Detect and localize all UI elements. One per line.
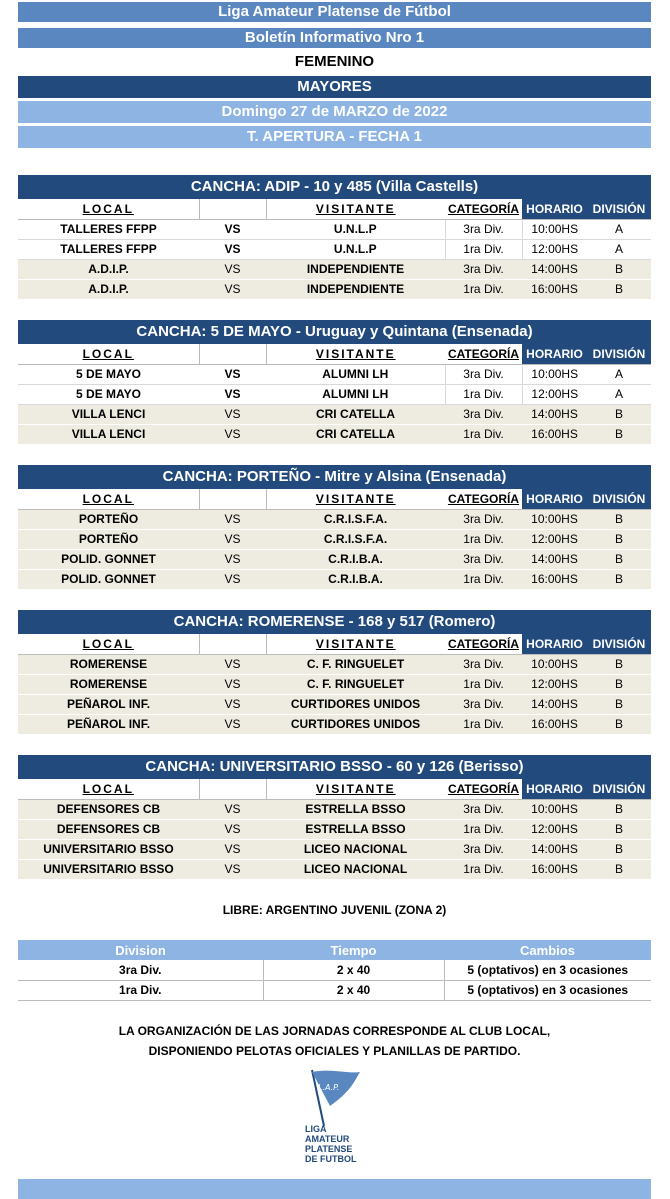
matches-table (18, 634, 651, 735)
col-division: DIVISIÓN (587, 199, 651, 219)
table-row: PORTEÑO VS C.R.I.S.F.A. 3ra Div. 10:00HS B (18, 509, 651, 529)
table-row: A.D.I.P. VS INDEPENDIENTE 3ra Div. 14:00HS B (18, 259, 651, 279)
col-visitante: VISITANTE (266, 344, 445, 364)
col-division: DIVISIÓN (587, 634, 651, 654)
table-row: DEFENSORES CB VS ESTRELLA BSSO 1ra Div. 12:00HS B (18, 819, 651, 839)
matches-table (18, 779, 651, 880)
table-row: 5 DE MAYO VS ALUMNI LH 1ra Div. 12:00HS A (18, 384, 651, 404)
matches-table (18, 344, 651, 445)
table-row: POLID. GONNET VS C.R.I.B.A. 3ra Div. 14:00HS B (18, 549, 651, 569)
tiempos-header-row: Division Tiempo Cambios (18, 940, 651, 960)
logo-flag-text: L.A.P. (318, 1083, 340, 1092)
table-row: 5 DE MAYO VS ALUMNI LH 3ra Div. 10:00HS A (18, 364, 651, 384)
matches-table (18, 199, 651, 300)
matches-table (18, 489, 651, 590)
col-local: LOCAL (18, 779, 199, 799)
table-row: POLID. GONNET VS C.R.I.B.A. 1ra Div. 16:00HS B (18, 569, 651, 589)
column-header-row (18, 344, 651, 364)
column-header-row (18, 779, 651, 799)
col-categoria: CATEGORÍA (445, 634, 522, 654)
col-visitante: VISITANTE (266, 199, 445, 219)
col-division: DIVISIÓN (587, 779, 651, 799)
col-horario: HORARIO (522, 344, 587, 364)
league-title: Liga Amateur Platense de Fútbol (18, 2, 651, 22)
col-division: DIVISIÓN (587, 489, 651, 509)
col-local: LOCAL (18, 489, 199, 509)
cancha-block (18, 175, 651, 300)
col-categoria: CATEGORÍA (445, 199, 522, 219)
table-row: ROMERENSE VS C. F. RINGUELET 3ra Div. 10:00HS B (18, 654, 651, 674)
cancha-title: CANCHA: ROMERENSE - 168 y 517 (Romero) (18, 610, 651, 634)
col-local: LOCAL (18, 199, 199, 219)
col-horario: HORARIO (522, 199, 587, 219)
column-header-row (18, 199, 651, 219)
table-row: 1ra Div. 2 x 40 5 (optativos) en 3 ocasiones (18, 980, 651, 1000)
table-row: ROMERENSE VS C. F. RINGUELET 1ra Div. 12:00HS B (18, 674, 651, 694)
col-categoria: CATEGORÍA (445, 779, 522, 799)
col-division: DIVISIÓN (587, 344, 651, 364)
table-row: TALLERES FFPP VS U.N.L.P 3ra Div. 10:00HS A (18, 219, 651, 239)
table-row: TALLERES FFPP VS U.N.L.P 1ra Div. 12:00HS A (18, 239, 651, 259)
division-title: MAYORES (18, 76, 651, 98)
col-horario: HORARIO (522, 489, 587, 509)
tiempos-table (18, 940, 651, 1001)
cancha-block (18, 465, 651, 590)
column-header-row (18, 634, 651, 654)
table-row: UNIVERSITARIO BSSO VS LICEO NACIONAL 1ra Div. 16:00HS B (18, 859, 651, 879)
col-visitante: VISITANTE (266, 634, 445, 654)
col-categoria: CATEGORÍA (445, 344, 522, 364)
table-row: A.D.I.P. VS INDEPENDIENTE 1ra Div. 16:00HS B (18, 279, 651, 299)
col-local: LOCAL (18, 344, 199, 364)
col-local: LOCAL (18, 634, 199, 654)
column-header-row (18, 489, 651, 509)
libre-note: LIBRE: ARGENTINO JUVENIL (ZONA 2) (222, 903, 447, 917)
logo-text: LIGA AMATEUR PLATENSE DE FUTBOL (305, 1124, 357, 1164)
organization-note: LA ORGANIZACIÓN DE LAS JORNADAS CORRESPONDE AL CLUB LOCAL, DISPONIENDO PELOTAS OFICIALES Y PLANILLAS DE PARTIDO. (118, 1024, 551, 1058)
cancha-block (18, 610, 651, 735)
category-title: FEMENINO (294, 53, 375, 70)
bulletin-title: Boletín Informativo Nro 1 (18, 28, 651, 48)
cancha-title: CANCHA: PORTEÑO - Mitre y Alsina (Ensenada) (18, 465, 651, 489)
cancha-title: CANCHA: 5 DE MAYO - Uruguay y Quintana (Ensenada) (18, 320, 651, 344)
col-categoria: CATEGORÍA (445, 489, 522, 509)
col-horario: HORARIO (522, 779, 587, 799)
table-row: UNIVERSITARIO BSSO VS LICEO NACIONAL 3ra Div. 14:00HS B (18, 839, 651, 859)
cancha-title: CANCHA: ADIP - 10 y 485 (Villa Castells) (18, 175, 651, 199)
tournament-title: T. APERTURA - FECHA 1 (18, 126, 651, 148)
cancha-title: CANCHA: UNIVERSITARIO BSSO - 60 y 126 (Berisso) (18, 755, 651, 779)
table-row: VILLA LENCI VS CRI CATELLA 1ra Div. 16:00HS B (18, 424, 651, 444)
col-visitante: VISITANTE (266, 779, 445, 799)
table-row: PEÑAROL INF. VS CURTIDORES UNIDOS 1ra Div. 16:00HS B (18, 714, 651, 734)
table-row: VILLA LENCI VS CRI CATELLA 3ra Div. 14:00HS B (18, 404, 651, 424)
table-row: PORTEÑO VS C.R.I.S.F.A. 1ra Div. 12:00HS B (18, 529, 651, 549)
cancha-block (18, 755, 651, 880)
table-row: DEFENSORES CB VS ESTRELLA BSSO 3ra Div. 10:00HS B (18, 799, 651, 819)
table-row: PEÑAROL INF. VS CURTIDORES UNIDOS 3ra Div. 14:00HS B (18, 694, 651, 714)
col-visitante: VISITANTE (266, 489, 445, 509)
footer-bar (18, 1179, 651, 1199)
table-row: 3ra Div. 2 x 40 5 (optativos) en 3 ocasiones (18, 960, 651, 980)
date-title: Domingo 27 de MARZO de 2022 (18, 101, 651, 123)
cancha-block (18, 320, 651, 445)
col-horario: HORARIO (522, 634, 587, 654)
